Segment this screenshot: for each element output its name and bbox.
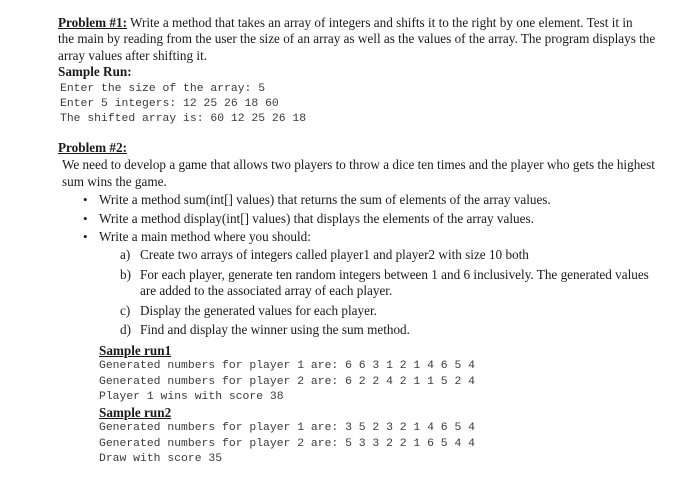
sample-run-2-output <box>99 421 659 467</box>
sub-item-marker: a) <box>120 247 131 263</box>
problem-2-sub-list <box>58 247 680 338</box>
run-line: Generated numbers for player 2 are: 5 3 3 2 2 1 6 5 4 4 <box>99 437 475 450</box>
problem-1-line-3: array values after shifting it. <box>58 47 208 63</box>
run-line: Player 1 wins with score 38 <box>99 390 284 403</box>
bullet-text: Write a method display(int[] values) that displays the elements of the array values. <box>99 210 534 226</box>
sub-item-text: Find and display the winner using the sum method. <box>140 322 410 338</box>
run-line: Draw with score 35 <box>99 452 223 465</box>
sub-item-marker: b) <box>120 266 131 282</box>
sub-item-text-continued: are added to the associated array of each player. <box>140 283 393 299</box>
sub-item-marker: d) <box>120 322 131 338</box>
problem-2-sample-runs <box>99 343 659 467</box>
run-line: Enter 5 integers: 12 25 26 18 60 <box>60 97 279 110</box>
problem-1-line-1 <box>58 15 680 31</box>
sub-item-text: For each player, generate ten random integers between 1 and 6 inclusively. The generated values <box>140 266 649 282</box>
sub-item <box>58 267 680 300</box>
problem-1-line-1-text: Write a method that takes an array of integers and shifts it to the right by one element. Test it in <box>126 15 633 30</box>
problem-2-section <box>58 140 680 341</box>
run-line: Enter the size of the array: 5 <box>60 82 266 95</box>
sample-run-1-output <box>99 359 659 405</box>
sub-item-text: Display the generated values for each player. <box>140 302 377 318</box>
bullet-icon: • <box>83 210 88 226</box>
sample-run-1-title: Sample run1 <box>99 343 172 358</box>
bullet-item <box>58 211 680 227</box>
bullet-text: Write a method sum(int[] values) that returns the sum of elements of the array values. <box>99 192 551 208</box>
run-line: Generated numbers for player 1 are: 3 5 2 3 2 1 4 6 5 4 <box>99 422 475 435</box>
sample-run-2-title: Sample run2 <box>99 405 172 421</box>
run-line: The shifted array is: 60 12 25 26 18 <box>60 113 307 126</box>
problem-1-line-2: the main by reading from the user the size of an array as well as the values of the array. The program displays the <box>58 31 656 47</box>
bullet-item <box>58 192 680 208</box>
problem-2-bullet-list <box>58 192 680 245</box>
sub-item <box>58 303 680 319</box>
bullet-text: Write a main method where you should: <box>99 229 311 245</box>
problem-2-title: Problem #2: <box>58 140 127 155</box>
sub-item-text: Create two arrays of integers called player1 and player2 with size 10 both <box>140 247 529 263</box>
problem-2-description-line-2: sum wins the game. <box>62 173 167 189</box>
problem-1-sample-run-title: Sample Run: <box>58 64 132 80</box>
bullet-icon: • <box>83 229 88 245</box>
problem-2-description <box>62 157 680 190</box>
problem-1-sample-run-output <box>60 82 680 128</box>
bullet-icon: • <box>83 192 88 208</box>
bullet-item <box>58 229 680 245</box>
run-line: Generated numbers for player 2 are: 6 2 2 4 2 1 1 5 2 4 <box>99 375 475 388</box>
sub-item <box>58 247 680 263</box>
problem-1-title: Problem #1: <box>58 15 127 30</box>
sub-item-marker: c) <box>120 302 131 318</box>
run-line: Generated numbers for player 1 are: 6 6 3 1 2 1 4 6 5 4 <box>99 360 475 373</box>
problem-1-section <box>58 15 680 127</box>
problem-2-description-line-1: We need to develop a game that allows two players to throw a dice ten times and the player who gets the highest <box>62 157 655 173</box>
sub-item <box>58 322 680 338</box>
